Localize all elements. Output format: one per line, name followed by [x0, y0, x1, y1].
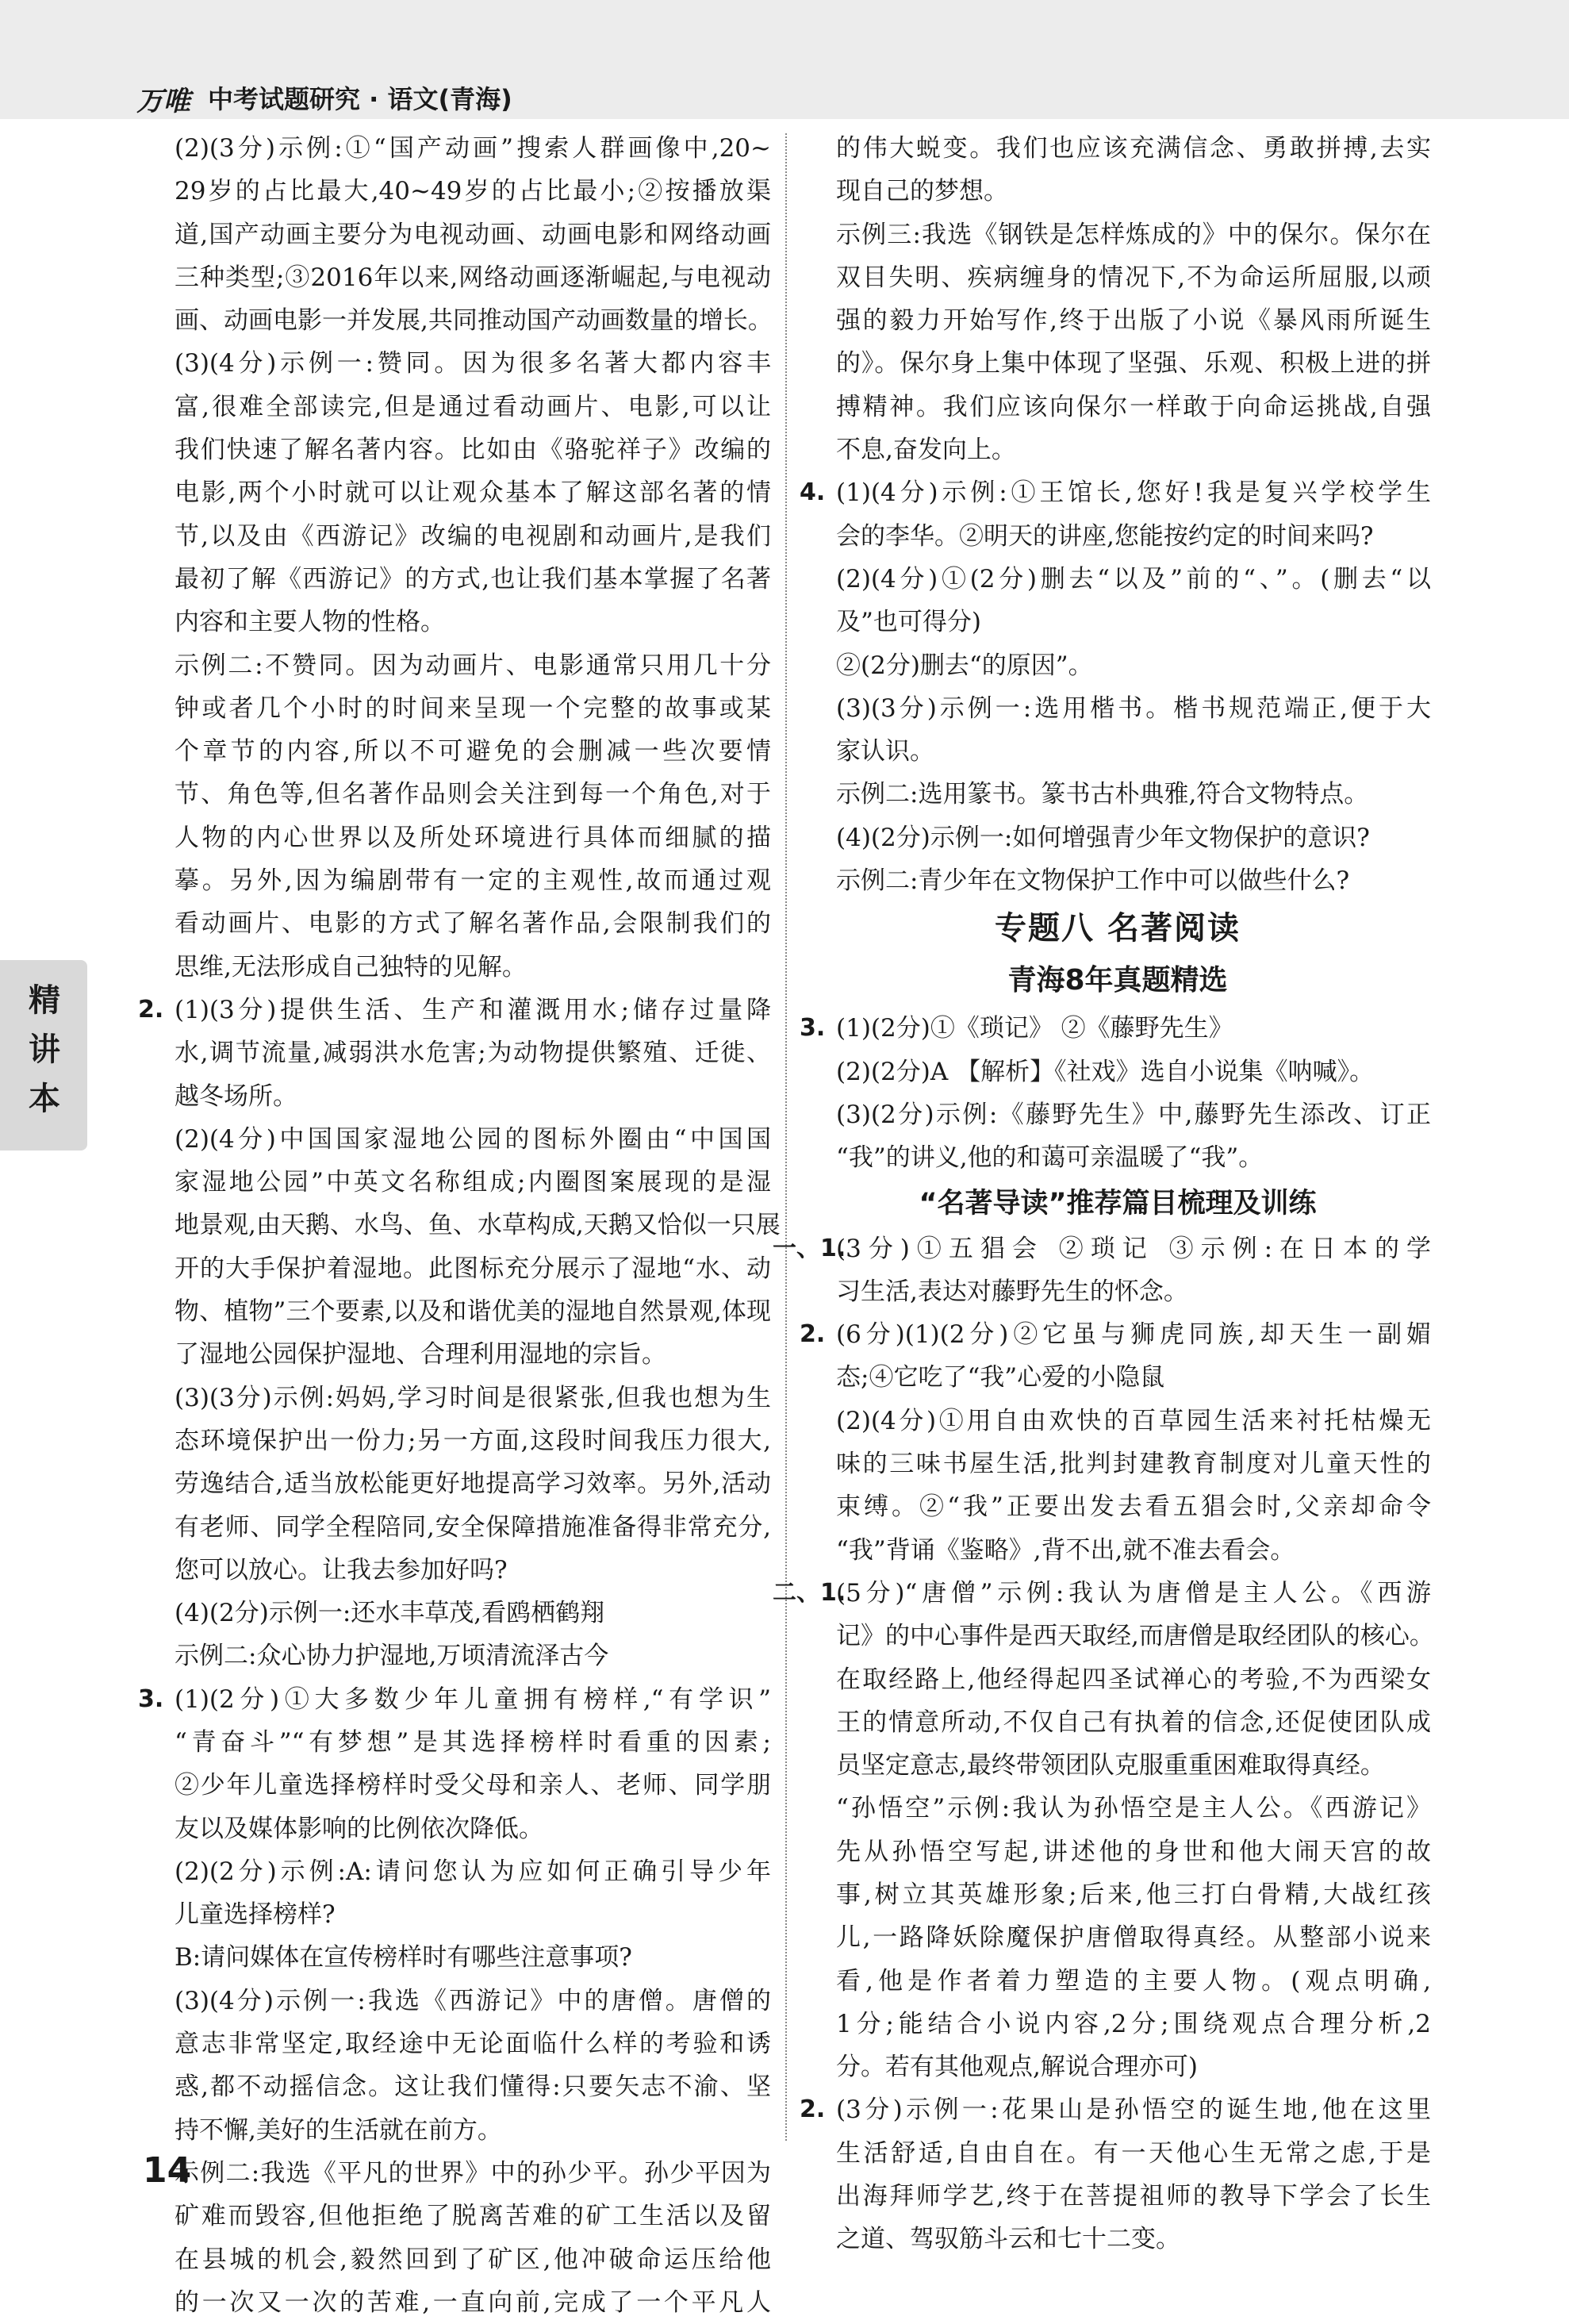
- text-line: [804, 1744, 1431, 1787]
- text-line: [804, 644, 1431, 687]
- line-text: ②(2分)删去“的原因”。: [836, 651, 1093, 680]
- line-text: 家认识。: [836, 737, 934, 766]
- line-text: 现自己的梦想。: [836, 177, 1008, 206]
- text-line: [143, 1031, 771, 1074]
- line-text: 之道、驾驭筋斗云和七十二变。: [836, 2225, 1180, 2254]
- text-line: [804, 213, 1431, 256]
- text-line: [143, 127, 771, 170]
- line-text: (1)(3分)提供生活、生产和灌溉用水;储存过量降: [175, 995, 772, 1024]
- text-line: [804, 2046, 1431, 2088]
- line-text: 示例三:我选《钢铁是怎样炼成的》中的保尔。保尔在: [836, 220, 1431, 249]
- line-text: 的伟大蜕变。我们也应该充满信念、勇敢拼搏,去实: [836, 134, 1431, 163]
- text-line: [143, 342, 771, 385]
- text-line: [804, 859, 1431, 902]
- text-line: [143, 816, 771, 859]
- text-line: [804, 601, 1431, 643]
- line-text: 越冬场所。: [175, 1081, 297, 1111]
- line-text: 及”也可得分): [836, 608, 981, 637]
- right-column: [773, 127, 1434, 2261]
- line-text: 惑,都不动摇信念。这让我们懂得:只要矢志不渝、坚: [175, 2072, 771, 2102]
- section-subtitle-2: “名著导读”推荐篇目梳理及训练: [919, 1187, 1317, 1220]
- page-number: 14: [143, 2150, 192, 2191]
- text-line: [804, 2175, 1431, 2218]
- line-text: 态环境保护出一份力;另一方面,这段时间我压力很大,: [175, 1426, 771, 1455]
- line-text: 您可以放心。让我去参加好吗?: [175, 1555, 508, 1585]
- line-text: 意志非常坚定,取经途中无论面临什么样的考验和诱: [175, 2030, 771, 2059]
- text-line: [804, 127, 1431, 170]
- text-line: [143, 213, 771, 256]
- text-line: [143, 1549, 771, 1592]
- text-line: [800, 2088, 1431, 2131]
- line-text: (2)(4分)①(2分)删去“以及”前的“、”。(删去“以: [836, 564, 1431, 593]
- text-line: [143, 687, 771, 730]
- line-text: 1分;能结合小说内容,2分;围绕观点合理分析,2: [836, 2009, 1431, 2038]
- line-text: (3)(3分)示例:妈妈,学习时间是很紧张,但我也想为生: [175, 1383, 771, 1412]
- line-text: 习生活,表达对藤野先生的怀念。: [836, 1277, 1188, 1306]
- text-line: [143, 1506, 771, 1549]
- line-text: 开的大手保护着湿地。此图标充分展示了湿地“水、动: [175, 1254, 771, 1283]
- text-line: [143, 428, 771, 471]
- line-text: (4)(2分)示例一:如何增强青少年文物保护的意识?: [836, 823, 1370, 852]
- line-text: (3)(4分)示例一:赞同。因为很多名著大都内容丰: [175, 349, 771, 378]
- line-text: 不息,奋发向上。: [836, 436, 1016, 465]
- line-text: (2)(4分)中国国家湿地公园的图标外圈由“中国国: [175, 1124, 771, 1154]
- line-text: 看动画片、电影的方式了解名著作品,会限制我们的: [175, 909, 771, 939]
- text-line: [804, 687, 1431, 730]
- text-line: [143, 773, 771, 816]
- text-line: [143, 1850, 771, 1893]
- text-line: [143, 2238, 771, 2281]
- line-text: 三种类型;③2016年以来,网络动画逐渐崛起,与电视动: [175, 263, 771, 292]
- text-line: [143, 644, 771, 687]
- line-text: 我们快速了解名著内容。比如由《骆驼祥子》改编的: [175, 436, 771, 465]
- line-text: “我”的讲义,他的和蔼可亲温暖了“我”。: [836, 1143, 1264, 1173]
- text-line: [804, 386, 1431, 428]
- text-line: [804, 1529, 1431, 1572]
- line-text: 劳逸结合,适当放松能更好地提高学习效率。另外,活动: [175, 1469, 771, 1499]
- text-line: [804, 1485, 1431, 1528]
- line-text: 富,很难全部读完,但是通过看动画片、电影,可以让: [175, 392, 771, 421]
- side-tab-label: 精讲本: [29, 982, 60, 1117]
- line-text: 示例二:不赞同。因为动画片、电影通常只用几十分: [175, 651, 771, 680]
- text-line: [800, 471, 1431, 514]
- line-text: 地景观,由天鹅、水鸟、鱼、水草构成,天鹅又恰似一只展: [175, 1211, 781, 1240]
- text-line: [804, 1093, 1431, 1136]
- line-text: 搏精神。我们应该向保尔一样敢于向命运挑战,自强: [836, 392, 1431, 421]
- text-line: [804, 1830, 1431, 1873]
- question-number: 2.: [138, 995, 164, 1024]
- line-text: 束缚。②“我”正要出发去看五猖会时,父亲却命令: [836, 1492, 1431, 1522]
- text-line: [143, 1936, 771, 1979]
- text-line: [143, 1419, 771, 1462]
- line-text: 水,调节流量,减弱洪水危害;为动物提供繁殖、迁徙、: [175, 1039, 771, 1068]
- line-text: (2)(2分)示例:A:请问您认为应如何正确引导少年: [175, 1857, 771, 1886]
- line-text: (2)(4分)①用自由欢快的百草园生活来衬托枯燥无: [836, 1406, 1431, 1435]
- line-text: (6分)(1)(2分)②它虽与狮虎同族,却天生一副媚: [836, 1320, 1431, 1350]
- line-text: 员坚定意志,最终带领团队克服重重困难取得真经。: [836, 1751, 1385, 1780]
- text-line: [138, 1678, 771, 1721]
- line-text: 会的李华。②明天的讲座,您能按约定的时间来吗?: [836, 521, 1374, 551]
- text-line: [143, 1075, 771, 1118]
- text-line: [143, 1161, 771, 1204]
- line-text: “青奋斗”“有梦想”是其选择榜样时看重的因素;: [175, 1727, 771, 1757]
- text-line: [804, 1356, 1431, 1399]
- question-number: 二、1.: [773, 1578, 846, 1607]
- line-text: (2)(3分)示例:①“国产动画”搜索人群画像中,20~: [175, 134, 771, 163]
- text-line: [804, 256, 1431, 299]
- line-text: 的》。保尔身上集中体现了坚强、乐观、积极上进的拼: [836, 349, 1431, 378]
- text-line: [143, 1333, 771, 1376]
- text-line: [804, 1051, 1431, 1093]
- line-text: 物、植物”三个要素,以及和谐优美的湿地自然景观,体现: [175, 1297, 771, 1327]
- text-line: [143, 2195, 771, 2238]
- brand-logo: 万唯: [136, 86, 190, 117]
- line-text: (2)(2分)A 【解析】《社戏》选自小说集《呐喊》。: [836, 1057, 1375, 1086]
- line-text: 示例二:我选《平凡的世界》中的孙少平。孙少平因为: [175, 2158, 771, 2188]
- text-line: [143, 1721, 771, 1764]
- line-text: 分。若有其他观点,解说合理亦可): [836, 2053, 1198, 2082]
- line-text: (1)(4分)示例:①王馆长,您好!我是复兴学校学生: [836, 478, 1431, 508]
- qinghai-answers: [800, 1007, 1431, 1179]
- text-line: [143, 558, 771, 601]
- text-line: [804, 2132, 1431, 2175]
- text-line: [143, 1893, 771, 1936]
- column-divider: [785, 133, 787, 2141]
- text-line: [138, 989, 772, 1031]
- line-text: 生活舒适,自由自在。有一天他心生无常之虑,于是: [836, 2138, 1431, 2168]
- text-line: [143, 256, 771, 299]
- side-tab: [0, 960, 87, 1150]
- text-line: [143, 299, 771, 342]
- line-text: (3)(2分)示例:《藤野先生》中,藤野先生添改、订正: [836, 1100, 1431, 1129]
- line-text: 矿难而毁容,但他拒绝了脱离苦难的矿工生活以及留: [175, 2202, 771, 2231]
- line-text: 摹。另外,因为编剧带有一定的主观性,故而通过观: [175, 866, 771, 896]
- text-line: [804, 342, 1431, 385]
- left-column: [138, 127, 781, 2324]
- line-text: 示例二:众心协力护湿地,万顷清流泽古今: [175, 1642, 609, 1671]
- guide-answers: [773, 1227, 1434, 2261]
- text-line: [143, 1118, 771, 1161]
- line-text: 儿,一路降妖除魔保护唐僧取得真经。从整部小说来: [836, 1923, 1431, 1953]
- text-line: [804, 1270, 1431, 1313]
- text-line: [804, 730, 1431, 773]
- text-line: [804, 816, 1431, 859]
- question-number: 3.: [800, 1014, 826, 1043]
- text-line: [804, 1960, 1431, 2003]
- text-line: [143, 2109, 771, 2152]
- line-text: 事,树立其英雄形象;后来,他三打白骨精,大战红孩: [836, 1880, 1431, 1909]
- line-text: 在县城的机会,毅然回到了矿区,他冲破命运压给他: [175, 2245, 771, 2274]
- text-line: [143, 1807, 771, 1850]
- series-title: 中考试题研究 · 语文(青海): [208, 84, 512, 114]
- line-text: 记》的中心事件是西天取经,而唐僧是取经团队的核心。: [836, 1622, 1434, 1651]
- text-line: [143, 1377, 771, 1419]
- line-text: 最初了解《西游记》的方式,也让我们基本掌握了名著: [175, 564, 771, 593]
- text-line: [804, 1658, 1431, 1701]
- line-text: 29岁的占比最大,40~49岁的占比最小;②按播放渠: [175, 177, 771, 206]
- line-text: 个章节的内容,所以不可避免的会删减一些次要情: [175, 737, 771, 766]
- text-line: [143, 601, 771, 643]
- line-text: 看,他是作者着力塑造的主要人物。(观点明确,: [836, 1966, 1431, 1996]
- line-text: (5分)“唐僧”示例:我认为唐僧是主人公。《西游: [836, 1578, 1431, 1608]
- text-line: [143, 730, 771, 773]
- text-line: [143, 1592, 771, 1634]
- text-line: [143, 471, 771, 514]
- line-text: 示例二:选用篆书。篆书古朴典雅,符合文物特点。: [836, 780, 1369, 809]
- line-text: 示例二:青少年在文物保护工作中可以做些什么?: [836, 866, 1350, 896]
- text-line: [143, 170, 771, 213]
- line-text: 钟或者几个小时的时间来呈现一个完整的故事或某: [175, 693, 771, 723]
- text-line: [143, 1247, 771, 1290]
- text-line: [804, 2003, 1431, 2046]
- answers-continued: [800, 127, 1431, 902]
- line-text: 电影,两个小时就可以让观众基本了解这部名著的情: [175, 478, 771, 508]
- line-text: 儿童选择榜样?: [175, 1900, 336, 1930]
- text-line: [804, 558, 1431, 601]
- line-text: 态;④它吃了“我”心爱的小隐鼠: [836, 1363, 1165, 1392]
- text-line: [804, 1615, 1434, 1658]
- line-text: 双目失明、疾病缠身的情况下,不为命运所屈服,以顽: [836, 263, 1431, 292]
- line-text: 在取经路上,他经得起四圣试禅心的考验,不为西梁女: [836, 1665, 1431, 1694]
- text-line: [804, 1916, 1431, 1959]
- text-line: [804, 1400, 1431, 1442]
- line-text: 出海拜师学艺,终于在菩提祖师的教导下学会了长生: [836, 2182, 1431, 2211]
- question-number: 4.: [800, 478, 826, 507]
- text-line: [800, 1313, 1431, 1356]
- line-text: “孙悟空”示例:我认为孙悟空是主人公。《西游记》: [836, 1794, 1431, 1823]
- section-title: 专题八 名著阅读: [995, 910, 1241, 947]
- text-line: [804, 170, 1431, 213]
- line-text: 人物的内心世界以及所处环境进行具体而细腻的描: [175, 823, 771, 852]
- text-line: [143, 2065, 771, 2108]
- line-text: ②少年儿童选择榜样时受父母和亲人、老师、同学朋: [175, 1771, 771, 1800]
- text-line: [804, 2218, 1431, 2261]
- text-line: [804, 773, 1431, 816]
- line-text: 节,以及由《西游记》改编的电视剧和动画片,是我们: [175, 521, 771, 551]
- text-line: [804, 1136, 1431, 1179]
- line-text: (3分)示例一:花果山是孙悟空的诞生地,他在这里: [836, 2095, 1431, 2125]
- line-text: (4)(2分)示例一:还水丰草茂,看鸥栖鹤翔: [175, 1599, 605, 1628]
- text-line: [804, 515, 1431, 558]
- line-text: 有老师、同学全程陪同,安全保障措施准备得非常充分,: [175, 1512, 771, 1542]
- text-line: [143, 1204, 781, 1247]
- text-line: [804, 428, 1431, 471]
- text-line: [143, 1980, 771, 2022]
- text-line: [804, 1701, 1431, 1744]
- text-line: [143, 515, 771, 558]
- page-header: [0, 0, 1569, 119]
- line-text: 的一次又一次的苦难,一直向前,完成了一个平凡人: [175, 2288, 771, 2317]
- line-text: (1)(2分)①大多数少年儿童拥有榜样,“有学识”: [175, 1684, 771, 1714]
- line-text: 了湿地公园保护湿地、合理利用湿地的宗旨。: [175, 1340, 666, 1369]
- text-line: [143, 946, 771, 989]
- line-text: 内容和主要人物的性格。: [175, 608, 445, 637]
- text-line: [143, 859, 771, 902]
- text-line: [804, 1442, 1431, 1485]
- text-line: [804, 1873, 1431, 1916]
- line-text: 先从孙悟空写起,讲述他的身世和他大闹天宫的故: [836, 1837, 1431, 1866]
- text-line: [143, 1290, 771, 1333]
- question-number: 2.: [800, 2095, 826, 2124]
- line-text: B:请问媒体在宣传榜样时有哪些注意事项?: [175, 1943, 632, 1973]
- text-line: [143, 1462, 771, 1505]
- text-line: [143, 2022, 771, 2065]
- line-text: (3分)①五猖会 ②琐记 ③示例:在日本的学: [836, 1234, 1431, 1263]
- text-line: [143, 1764, 771, 1807]
- text-line: [143, 1634, 771, 1677]
- text-line: [800, 1007, 1431, 1050]
- line-text: (1)(2分)①《琐记》 ②《藤野先生》: [836, 1014, 1233, 1043]
- question-number: 一、1.: [773, 1234, 846, 1262]
- text-line: [773, 1572, 1431, 1615]
- line-text: 节、角色等,但名著作品则会关注到每一个角色,对于: [175, 780, 771, 809]
- question-number: 3.: [138, 1684, 164, 1713]
- section-subtitle: 青海8年真题精选: [1007, 964, 1228, 997]
- line-text: 强的毅力开始写作,终于出版了小说《暴风雨所诞生: [836, 306, 1431, 336]
- text-line: [804, 1787, 1431, 1830]
- text-line: [143, 902, 771, 945]
- line-text: (3)(4分)示例一:我选《西游记》中的唐僧。唐僧的: [175, 1986, 771, 2015]
- text-line: [143, 386, 771, 428]
- line-text: 味的三味书屋生活,批判封建教育制度对儿童天性的: [836, 1450, 1431, 1479]
- text-line: [143, 2281, 771, 2324]
- line-text: “我”背诵《鉴略》,背不出,就不准去看会。: [836, 1535, 1295, 1565]
- question-number: 2.: [800, 1320, 826, 1349]
- line-text: 思维,无法形成自己独特的见解。: [175, 952, 527, 981]
- line-text: 道,国产动画主要分为电视动画、动画电影和网络动画: [175, 220, 771, 249]
- line-text: 王的情意所动,不仅自己有执着的信念,还促使团队成: [836, 1707, 1431, 1737]
- text-line: [804, 299, 1431, 342]
- line-text: 持不懈,美好的生活就在前方。: [175, 2115, 502, 2145]
- line-text: 友以及媒体影响的比例依次降低。: [175, 1814, 543, 1843]
- line-text: 家湿地公园”中英文名称组成;内圈图案展现的是湿: [175, 1168, 771, 1197]
- text-line: [143, 2152, 771, 2195]
- line-text: (3)(3分)示例一:选用楷书。楷书规范端正,便于大: [836, 693, 1431, 723]
- line-text: 画、动画电影一并发展,共同推动国产动画数量的增长。: [175, 306, 773, 336]
- text-line: [773, 1227, 1431, 1270]
